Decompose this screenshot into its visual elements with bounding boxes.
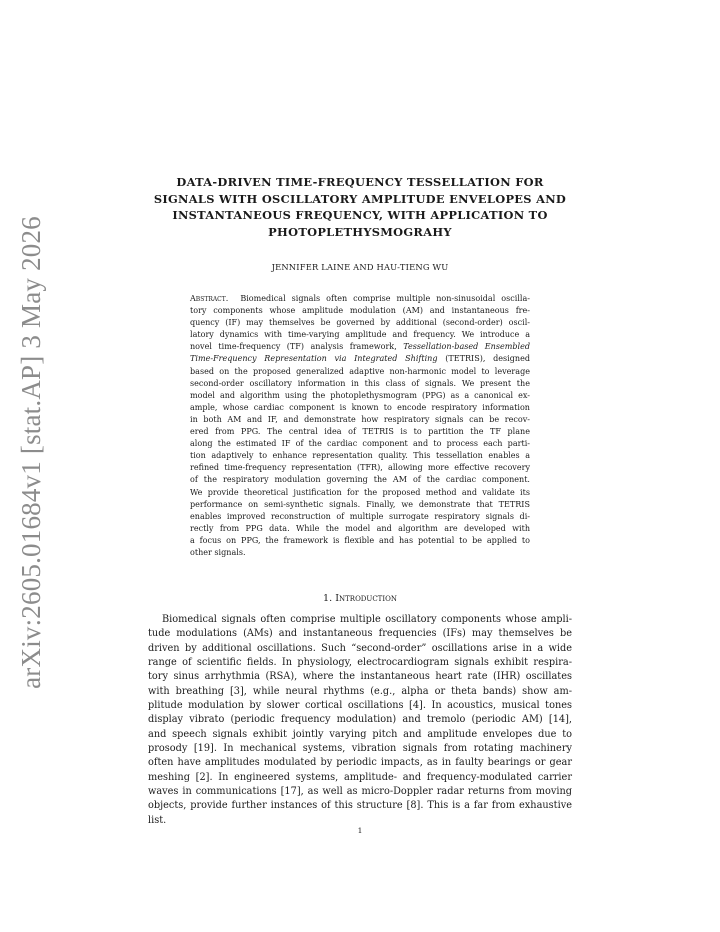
abstract-line: ample, whose cardiac component is known to encode respiratory information <box>190 402 530 412</box>
abstract-italic-term: Tessellation-based Ensembled <box>403 342 531 352</box>
abstract-line: based on the proposed generalized adaptive non-harmonic model to leverage <box>190 366 530 376</box>
abstract-line: tory components whose amplitude modulation (AM) and instantaneous fre- <box>190 306 530 316</box>
abstract-label: Abstract. <box>190 294 229 303</box>
paragraph-line: range of scientific fields. In physiology, electrocardiogram signals exhibit respira- <box>148 657 572 669</box>
abstract-line: performance on semi-synthetic signals. Finally, we demonstrate that TETRIS <box>190 499 530 509</box>
abstract-italic-term: Time-Frequency Representation via Integrated Shifting <box>190 354 438 364</box>
paragraph-line: with breathing [3], while neural rhythms (e.g., alpha or theta bands) show am- <box>148 685 572 697</box>
abstract-line: other signals. <box>190 547 246 557</box>
abstract-line: novel time-frequency (TF) analysis framework, Tessellation-based Ensembled <box>190 342 531 352</box>
abstract-line: tion adaptively to enhance representation quality. This tessellation enables a <box>190 451 530 461</box>
title-line: DATA-DRIVEN TIME-FREQUENCY TESSELLATION FOR <box>176 175 544 189</box>
abstract-line: a focus on PPG, the framework is flexible and has potential to be applied to <box>190 535 530 545</box>
paragraph-line: list. <box>148 814 167 826</box>
paragraph-line: waves in communications [17], as well as micro-Doppler radar returns from moving <box>148 786 572 798</box>
introduction-paragraph <box>148 613 572 828</box>
paragraph-line: prosody [19]. In mechanical systems, vibration signals from rotating machinery <box>148 743 572 755</box>
author-names: JENNIFER LAINE AND HAU-TIENG WU <box>271 262 449 272</box>
abstract-line: refined time-frequency representation (TFR), allowing more effective recovery <box>190 463 530 473</box>
abstract-line: latory dynamics with time-varying amplitude and frequency. We introduce a <box>190 330 530 340</box>
abstract-line: second-order oscillatory information in this class of signals. We present the <box>190 378 530 388</box>
paragraph-line: tude modulations (AMs) and instantaneous frequencies (IFs) may themselves be <box>148 628 572 640</box>
paragraph-line: and speech signals exhibit jointly varying pitch and amplitude envelopes due to <box>148 728 572 740</box>
paragraph-line: driven by additional oscillations. Such “second-order” oscillations arise in a wide <box>148 642 572 654</box>
abstract-line: model and algorithm using the photoplethysmogram (PPG) as a canonical ex- <box>190 390 530 400</box>
abstract-line: enables improved reconstruction of multiple surrogate respiratory signals di- <box>190 511 530 521</box>
title-line: SIGNALS WITH OSCILLATORY AMPLITUDE ENVELOPES AND <box>153 191 567 206</box>
page-number: 1 <box>357 826 363 835</box>
abstract <box>190 293 530 559</box>
title-line: PHOTOPLETHYSMOGRAHY <box>268 224 452 239</box>
abstract-line: Abstract. Biomedical signals often comprise multiple non-sinusoidal oscilla- <box>190 294 530 303</box>
abstract-line: in both AM and IF, and demonstrate how respiratory signals can be recov- <box>190 414 530 424</box>
abstract-line: rectly from PPG data. While the model and algorithm are developed with <box>190 523 530 533</box>
paragraph-line: tory sinus arrhythmia (RSA), where the instantaneous heart rate (IHR) oscillates <box>148 671 572 683</box>
arxiv-identifier-text: arXiv:2605.01684v1 [stat.AP] 3 May 2026 <box>15 215 46 689</box>
section-heading: 1. Introduction <box>323 593 397 604</box>
abstract-line: We provide theoretical justification for the proposed method and validate its <box>190 487 530 497</box>
arxiv-identifier-stamp <box>14 215 48 689</box>
abstract-line: quency (IF) may themselves be governed by additional (second-order) oscil- <box>190 318 530 328</box>
title-line: INSTANTANEOUS FREQUENCY, WITH APPLICATION TO <box>172 208 548 222</box>
paragraph-line: objects, provide further instances of this structure [8]. This is a far from exhaustive <box>148 800 572 812</box>
abstract-line: ered from PPG. The central idea of TETRIS is to partition the TF plane <box>190 427 530 437</box>
paragraph-line: plitude modulation by slower cortical oscillations [4]. In acoustics, musical tones <box>148 700 572 712</box>
paper-title <box>140 174 580 240</box>
abstract-line: Time-Frequency Representation via Integrated Shifting (TETRIS), designed <box>190 354 530 364</box>
paragraph-line: meshing [2]. In engineered systems, amplitude- and frequency-modulated carrier <box>148 771 572 783</box>
paragraph-line: display vibrato (periodic frequency modulation) and tremolo (periodic AM) [14], <box>148 714 572 726</box>
abstract-line: along the estimated IF of the cardiac component and to process each parti- <box>190 439 530 449</box>
paragraph-line: often have amplitudes modulated by periodic impacts, as in faulty bearings or gear <box>148 757 572 769</box>
abstract-line: of the respiratory modulation governing the AM of the cardiac component. <box>190 475 530 485</box>
paragraph-line: Biomedical signals often comprise multiple oscillatory components whose ampli- <box>162 614 572 625</box>
